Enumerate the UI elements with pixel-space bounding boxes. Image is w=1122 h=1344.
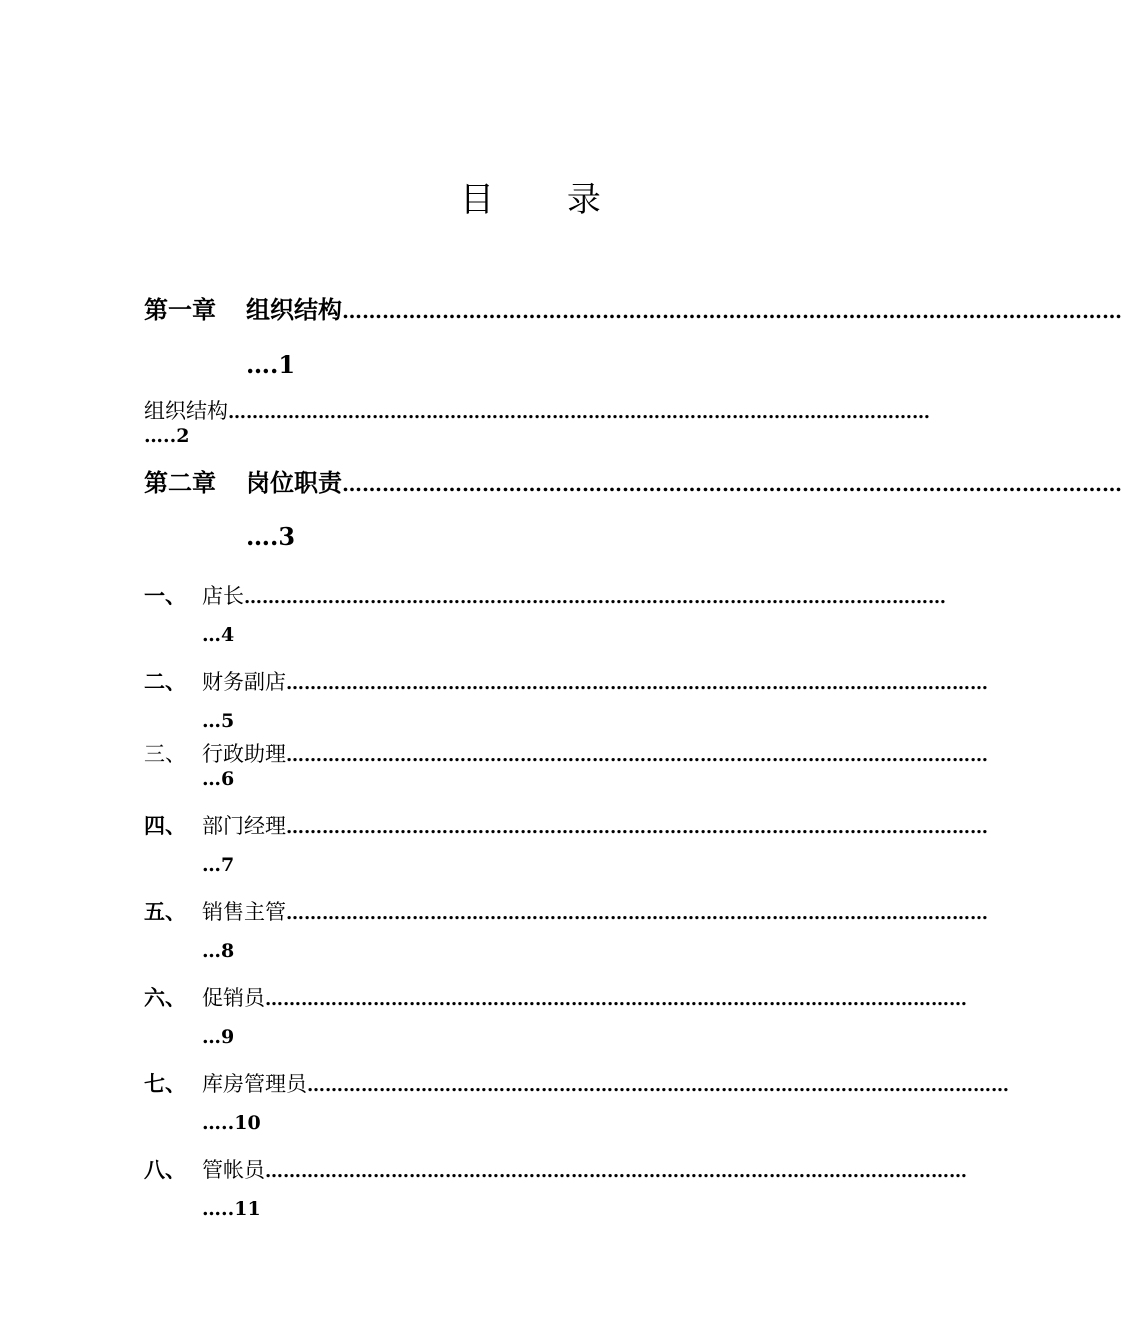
toc-page-number: …6 — [202, 768, 235, 790]
toc-leader: ……………………………………………………………………………………………………… — [286, 745, 988, 766]
toc-leader: ……………………………………………………………………………………………………… — [244, 587, 946, 608]
toc-page-number: …4 — [202, 624, 235, 646]
toc-entry-section[interactable] — [202, 666, 988, 696]
toc-entry-text: 组织结构 — [246, 295, 342, 324]
toc-entry-section[interactable] — [202, 1154, 967, 1184]
toc-entry-text: 管帐员 — [202, 1158, 265, 1182]
toc-entry-section[interactable] — [144, 395, 930, 425]
toc-leader: ……………………………………………………………………………………………………… — [228, 402, 930, 423]
toc-leader: ……………………………………………………………………………………………………… — [342, 299, 1122, 323]
toc-entry-text: 店长 — [202, 584, 244, 608]
toc-page-number: …5 — [202, 710, 235, 732]
toc-entry-text: 部门经理 — [202, 814, 286, 838]
section-number: 四、 — [144, 814, 186, 838]
toc-entry-text: 行政助理 — [202, 742, 286, 766]
toc-entry-section[interactable] — [202, 738, 988, 768]
toc-title — [460, 172, 601, 221]
toc-entry-text: 库房管理员 — [202, 1072, 307, 1096]
toc-leader: ……………………………………………………………………………………………………… — [286, 673, 988, 694]
toc-title-char-1: 目 — [460, 180, 494, 220]
toc-entry-chapter-2[interactable] — [246, 463, 1122, 498]
section-number: 七、 — [144, 1072, 186, 1096]
section-number: 八、 — [144, 1158, 186, 1182]
chapter-label: 第一章 — [144, 296, 216, 324]
toc-page-number: …..11 — [202, 1198, 261, 1220]
toc-page-number: …..10 — [202, 1112, 261, 1134]
section-number: 二、 — [144, 670, 186, 694]
toc-entry-section[interactable] — [202, 580, 946, 610]
toc-title-char-2: 录 — [566, 180, 601, 220]
section-number: 六、 — [144, 986, 186, 1010]
toc-leader: ……………………………………………………………………………………………………… — [286, 817, 988, 838]
toc-leader: ……………………………………………………………………………………………………… — [307, 1075, 1009, 1096]
toc-page-number: …7 — [202, 854, 235, 876]
toc-entry-section[interactable] — [202, 982, 967, 1012]
section-number: 三、 — [144, 742, 186, 766]
toc-page-number: …8 — [202, 940, 235, 962]
toc-page-number: …..2 — [144, 425, 190, 447]
section-number: 一、 — [144, 584, 186, 608]
toc-entry-section[interactable] — [202, 1068, 1009, 1098]
toc-entry-text: 销售主管 — [202, 900, 286, 924]
toc-leader: ……………………………………………………………………………………………………… — [342, 472, 1122, 496]
toc-leader: ……………………………………………………………………………………………………… — [286, 903, 988, 924]
toc-leader: ……………………………………………………………………………………………………… — [265, 989, 967, 1010]
section-number: 五、 — [144, 900, 186, 924]
toc-entry-chapter-1[interactable] — [246, 290, 1122, 325]
toc-entry-text: 岗位职责 — [246, 468, 342, 497]
toc-entry-text: 组织结构 — [144, 399, 228, 423]
toc-page-number: ….1 — [246, 350, 296, 379]
toc-entry-section[interactable] — [202, 896, 988, 926]
toc-page-number: ….3 — [246, 522, 296, 551]
toc-entry-text: 促销员 — [202, 986, 265, 1010]
toc-page-number: …9 — [202, 1026, 235, 1048]
toc-leader: ……………………………………………………………………………………………………… — [265, 1161, 967, 1182]
toc-entry-section[interactable] — [202, 810, 988, 840]
toc-entry-text: 财务副店 — [202, 670, 286, 694]
chapter-label: 第二章 — [144, 469, 216, 497]
